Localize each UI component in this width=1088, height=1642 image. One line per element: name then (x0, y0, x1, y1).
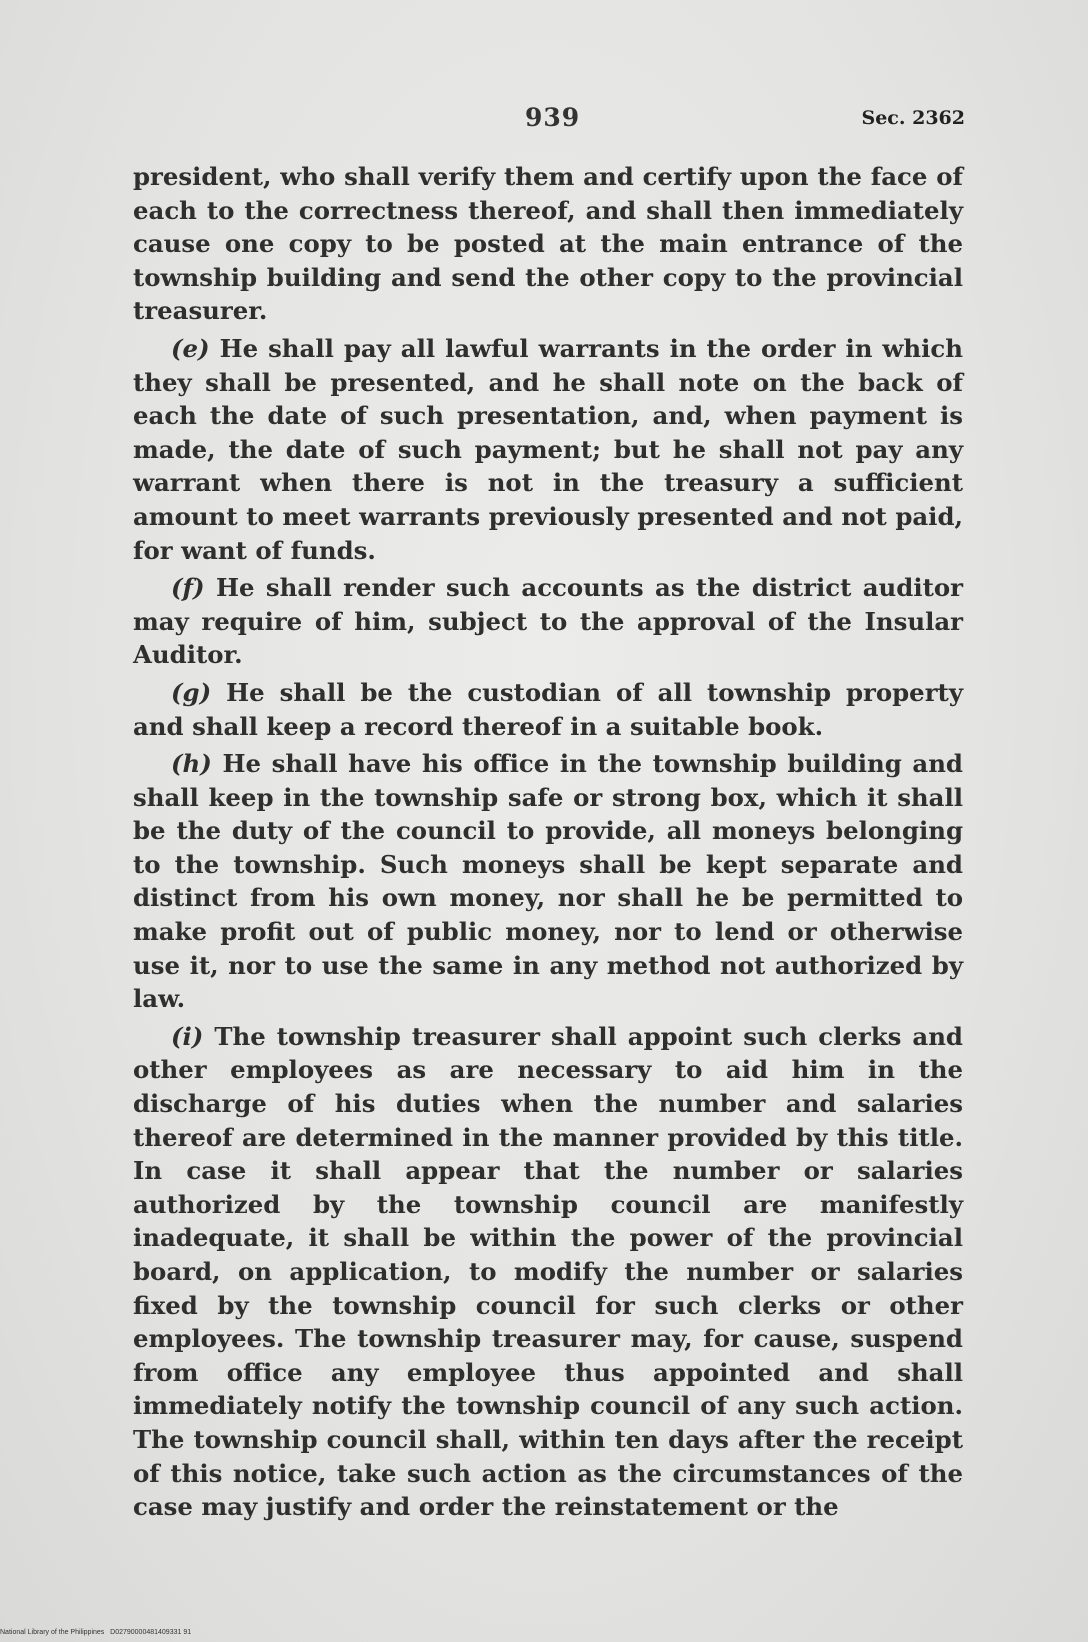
statute-body (133, 160, 963, 1528)
footer-identifier: D02790000481409331 91 (110, 1629, 192, 1636)
paragraph-text: He shall be the custodian of all township property and shall keep a record thereof in a suitable book. (133, 677, 963, 741)
paragraph-continuation (133, 160, 963, 328)
paragraph-i (133, 1020, 963, 1524)
page-number: 939 (525, 103, 581, 132)
paragraph-text: president, who shall verify them and certify upon the face of each to the correctness thereof, and shall then immediately cause one copy to be posted at the main entrance of the township building and send the other copy to the provincial treasurer. (133, 162, 963, 326)
paragraph-f (133, 571, 963, 672)
section-reference: Sec. 2362 (861, 107, 965, 129)
paragraph-text: He shall render such accounts as the district auditor may require of him, subject to the approval of the Insular Auditor. (133, 573, 963, 670)
paragraph-letter: (g) (171, 677, 212, 707)
paragraph-e (133, 332, 963, 567)
paragraph-g (133, 676, 963, 743)
paragraph-h (133, 747, 963, 1016)
scan-footer (0, 1629, 191, 1636)
footer-library: National Library of the Philippines (0, 1629, 105, 1636)
paragraph-letter: (h) (171, 749, 212, 779)
paragraph-text: The township treasurer shall appoint such clerks and other employees as are necessary to aid him in the discharge of his duties when the number and salaries thereof are determined in the manner provided by this title. In case it shall appear that the number or salaries authorized by the township council are manifestly inadequate, it shall be within the power of the provincial board, on application, to modify the number or salaries fixed by the township council for such clerks or other employees. The township treasurer may, for cause, suspend from office any employee thus appointed and shall immediately notify the township council of any such action. The township council shall, within ten days after the receipt of this notice, take such action as the circumstances of the case may justify and order the reinstatement or the (133, 1021, 963, 1522)
paragraph-text: He shall have his office in the township building and shall keep in the township safe or strong box, which it shall be the duty of the council to provide, all moneys belonging to the township. Such moneys shall be kept separate and distinct from his own money, nor shall he be permitted to make profit out of public money, nor to lend or otherwise use it, nor to use the same in any method not authorized by law. (133, 749, 963, 1014)
page-header (0, 103, 1088, 143)
paragraph-letter: (f) (171, 573, 205, 603)
paragraph-letter: (e) (171, 333, 210, 363)
paragraph-letter: (i) (171, 1021, 204, 1051)
paragraph-text: He shall pay all lawful warrants in the order in which they shall be presented, and he shall note on the back of each the date of such presentation, and, when payment is made, the date of such payment; but he shall not pay any warrant when there is not in the treasury a sufficient amount to meet warrants previously presented and not paid, for want of funds. (133, 333, 963, 565)
